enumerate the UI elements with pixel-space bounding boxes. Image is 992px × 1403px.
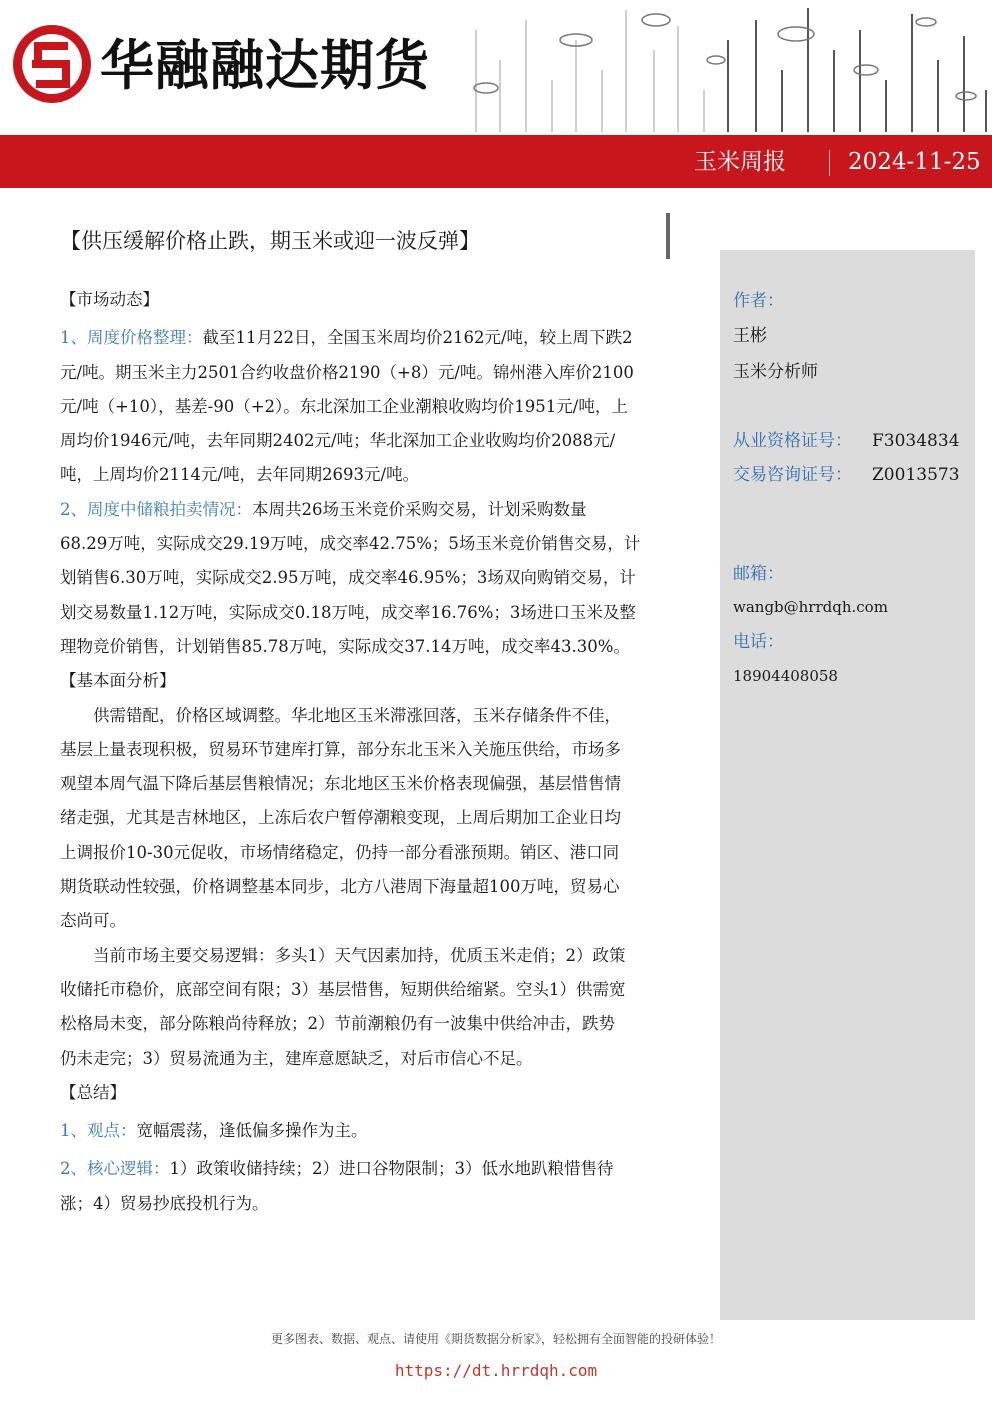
author-name: 王彬 [733, 326, 767, 346]
phone-label: 电话： [733, 632, 784, 652]
text-line: 本周共26场玉米竞价采购交易，计划采购数量 [252, 499, 587, 519]
price-summary-paragraph [60, 321, 706, 492]
email-value[interactable]: wangb@hrrdqh.com [733, 598, 888, 616]
section-title-market: 【市场动态】 [60, 290, 159, 309]
text-line: 涨；4）贸易抄底投机行为。 [60, 1193, 269, 1213]
author-label: 作者： [733, 291, 784, 311]
text-line: 松格局未变，部分陈粮尚待释放；2）节前潮粮仍有一波集中供给冲击，跌势 [60, 1014, 615, 1034]
text-line: 基层上量表现积极，贸易环节建库打算，部分东北玉米入关施压供给，市场多 [60, 739, 621, 759]
text-line: 收储托市稳价，底部空间有限；3）基层惜售，短期供给缩紧。空头1）供需宽 [60, 979, 626, 999]
text-line: 元/吨（+10），基差-90（+2）。东北深加工企业潮粮收购均价1951元/吨，上 [60, 396, 628, 416]
auction-paragraph [60, 493, 706, 664]
text-line: 绪走强，尤其是吉林地区，上冻后农户暂停潮粮变现，上周后期加工企业日均 [60, 808, 621, 828]
text-line: 理物竞价销售，计划销售85.78万吨，实际成交37.14万吨，成交率43.30%。 [60, 636, 630, 656]
text-line: 仍未走完；3）贸易流通为主，建库意愿缺乏，对后市信心不足。 [60, 1048, 533, 1068]
text-line: 划交易数量1.12万吨，实际成交0.18万吨，成交率16.76%；3场进口玉米及整 [60, 602, 636, 622]
report-type: 玉米周报 [694, 149, 786, 175]
fundamental-paragraph-2 [60, 939, 706, 1076]
footer-link[interactable]: https://dt.hrrdqh.com [394, 1361, 598, 1380]
author-panel [720, 250, 975, 1320]
title-bar [0, 135, 992, 188]
text-line: 供需错配，价格区域调整。华北地区玉米滞涨回落，玉米存储条件不佳， [93, 705, 621, 725]
section-title-fundamental: 【基本面分析】 [60, 671, 176, 691]
fundamental-paragraph-1 [60, 699, 706, 939]
consulting-label: 交易咨询证号： [733, 465, 852, 485]
view-paragraph [60, 1114, 706, 1148]
auction-label: 2、周度中储粮拍卖情况： [60, 499, 252, 519]
header-decoration [456, 0, 992, 132]
headline-marker [666, 213, 670, 259]
text-line: 当前市场主要交易逻辑：多头1）天气因素加持，优质玉米走俏；2）政策 [93, 945, 626, 965]
text-line: 上调报价10-30元促收，市场情绪稳定，仍持一部分看涨预期。销区、港口同 [60, 842, 620, 862]
text-line: 态尚可。 [60, 911, 126, 931]
company-logo-icon [10, 22, 94, 106]
price-summary-label: 1、周度价格整理： [60, 328, 203, 348]
text-line: 1）政策收储持续；2）进口谷物限制；3）低水地趴粮惜售待 [169, 1159, 614, 1179]
text-line: 元/吨。期玉米主力2501合约收盘价格2190（+8）元/吨。锦州港入库价2100 [60, 362, 634, 382]
section-title-summary: 【总结】 [60, 1082, 126, 1102]
headline: 【供压缓解价格止跌，期玉米或迎一波反弹】 [60, 229, 480, 253]
text-line: 观望本周气温下降后基层售粮情况；东北地区玉米价格表现偏强，基层惜售情 [60, 774, 621, 794]
title-separator [829, 150, 830, 176]
report-body [60, 283, 706, 1221]
text-line: 划销售6.30万吨，实际成交2.95万吨，成交率46.95%；3场双向购销交易，计 [60, 568, 636, 588]
text-line: 周均价1946元/吨，去年同期2402元/吨；华北深加工企业收购均价2088元/ [60, 431, 616, 451]
author-title: 玉米分析师 [733, 362, 818, 382]
qualification-number: F3034834 [872, 431, 960, 451]
logic-paragraph [60, 1152, 706, 1221]
email-label: 邮箱： [733, 564, 784, 584]
text-line: 截至11月22日，全国玉米周均价2162元/吨，较上周下跌2 [202, 328, 633, 348]
text-line: 期货联动性较强，价格调整基本同步，北方八港周下海量超100万吨，贸易心 [60, 877, 620, 897]
logic-label: 2、核心逻辑： [60, 1159, 170, 1179]
phone-value: 18904408058 [733, 667, 838, 685]
qualification-label: 从业资格证号： [733, 431, 852, 451]
report-date: 2024-11-25 [848, 149, 981, 175]
view-label: 1、观点： [60, 1121, 137, 1141]
view-text: 宽幅震荡，逢低偏多操作为主。 [136, 1121, 368, 1141]
text-line: 68.29万吨，实际成交29.19万吨，成交率42.75%；5场玉米竞价销售交易，计 [60, 534, 641, 554]
consulting-number: Z0013573 [872, 465, 960, 485]
company-name: 华融融达期货 [100, 34, 430, 97]
text-line: 吨，上周均价2114元/吨，去年同期2693元/吨。 [60, 465, 420, 485]
footer-promo: 更多图表、数据、观点、请使用《期货数据分析家》，轻松拥有全面智能的投研体验！ [270, 1332, 721, 1346]
